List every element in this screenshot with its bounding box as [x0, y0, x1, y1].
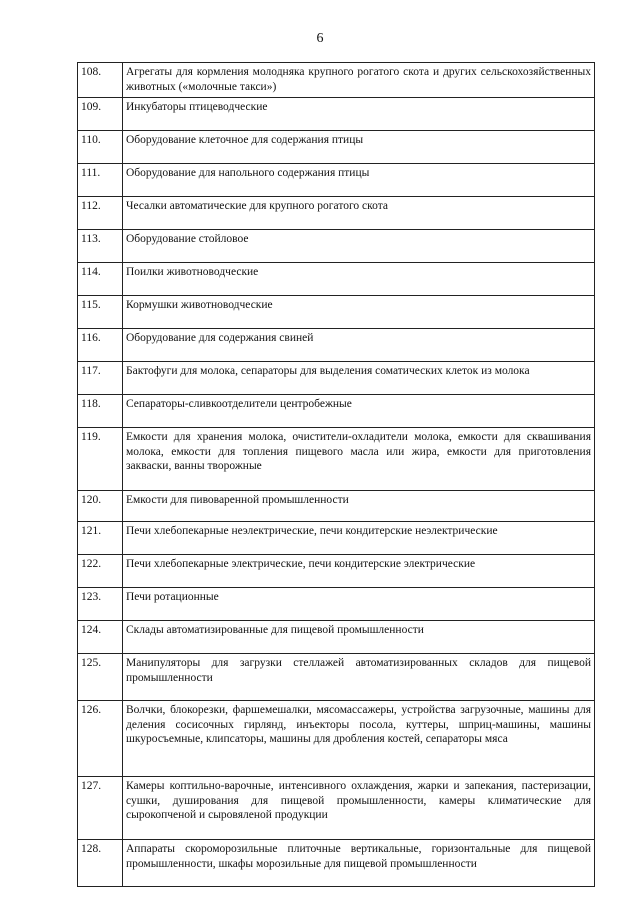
- table-row: [78, 296, 595, 329]
- row-number: 108.: [78, 63, 123, 98]
- row-description: Оборудование для содержания свиней: [123, 329, 595, 362]
- table-row: [78, 98, 595, 131]
- row-number: 111.: [78, 164, 123, 197]
- table-row: [78, 63, 595, 98]
- table-row: [78, 362, 595, 395]
- row-number: 119.: [78, 428, 123, 491]
- row-number: 128.: [78, 840, 123, 887]
- table-row: [78, 522, 595, 555]
- table-row: [78, 777, 595, 840]
- row-number: 117.: [78, 362, 123, 395]
- row-description: Емкости для пивоваренной промышленности: [123, 491, 595, 522]
- table-row: [78, 654, 595, 701]
- row-description: Камеры коптильно-варочные, интенсивного охлаждения, жарки и запекания, пастеризации, сушки, душирования для пищевой промышленности, камеры климатические для сырокопченой и сыровяленой продукции: [123, 777, 595, 840]
- table-row: [78, 230, 595, 263]
- row-number: 122.: [78, 555, 123, 588]
- equipment-table: [77, 62, 595, 887]
- row-number: 125.: [78, 654, 123, 701]
- row-number: 124.: [78, 621, 123, 654]
- row-description: Волчки, блокорезки, фаршемешалки, мясомассажеры, устройства загрузочные, машины для деления сосисочных гирлянд, инъекторы посола, куттеры, шприц-машины, машины шкуросъемные, клипсаторы, машины для дробления костей, сепараторы мяса: [123, 701, 595, 777]
- table-row: [78, 395, 595, 428]
- row-number: 123.: [78, 588, 123, 621]
- row-description: Манипуляторы для загрузки стеллажей автоматизированных складов для пищевой промышленности: [123, 654, 595, 701]
- row-description: Сепараторы-сливкоотделители центробежные: [123, 395, 595, 428]
- row-description: Инкубаторы птицеводческие: [123, 98, 595, 131]
- row-number: 118.: [78, 395, 123, 428]
- row-description: Печи ротационные: [123, 588, 595, 621]
- table-row: [78, 555, 595, 588]
- row-number: 112.: [78, 197, 123, 230]
- table-row: [78, 621, 595, 654]
- row-number: 120.: [78, 491, 123, 522]
- row-description: Оборудование клеточное для содержания птицы: [123, 131, 595, 164]
- row-number: 113.: [78, 230, 123, 263]
- table-row: [78, 131, 595, 164]
- table-row: [78, 197, 595, 230]
- row-description: Печи хлебопекарные электрические, печи кондитерские электрические: [123, 555, 595, 588]
- table-row: [78, 164, 595, 197]
- table-row: [78, 491, 595, 522]
- page-number: 6: [316, 31, 324, 46]
- row-number: 109.: [78, 98, 123, 131]
- row-description: Оборудование для напольного содержания птицы: [123, 164, 595, 197]
- row-number: 127.: [78, 777, 123, 840]
- row-number: 110.: [78, 131, 123, 164]
- row-description: Агрегаты для кормления молодняка крупного рогатого скота и других сельскохозяйственных животных («молочные такси»): [123, 63, 595, 98]
- row-number: 116.: [78, 329, 123, 362]
- row-description: Поилки животноводческие: [123, 263, 595, 296]
- row-description: Емкости для хранения молока, очистители-охладители молока, емкости для сквашивания молока, емкости для топления пищевого масла или жира, емкости для приготовления закваски, ванны творожные: [123, 428, 595, 491]
- row-description: Кормушки животноводческие: [123, 296, 595, 329]
- row-number: 114.: [78, 263, 123, 296]
- table-row: [78, 840, 595, 887]
- row-description: Оборудование стойловое: [123, 230, 595, 263]
- row-description: Печи хлебопекарные неэлектрические, печи кондитерские неэлектрические: [123, 522, 595, 555]
- table-row: [78, 263, 595, 296]
- row-description: Склады автоматизированные для пищевой промышленности: [123, 621, 595, 654]
- table-row: [78, 701, 595, 777]
- row-description: Аппараты скороморозильные плиточные вертикальные, горизонтальные для пищевой промышленности, шкафы морозильные для пищевой промышленности: [123, 840, 595, 887]
- row-number: 121.: [78, 522, 123, 555]
- table-row: [78, 329, 595, 362]
- row-number: 126.: [78, 701, 123, 777]
- row-description: Бактофуги для молока, сепараторы для выделения соматических клеток из молока: [123, 362, 595, 395]
- row-description: Чесалки автоматические для крупного рогатого скота: [123, 197, 595, 230]
- table-row: [78, 428, 595, 491]
- row-number: 115.: [78, 296, 123, 329]
- table-row: [78, 588, 595, 621]
